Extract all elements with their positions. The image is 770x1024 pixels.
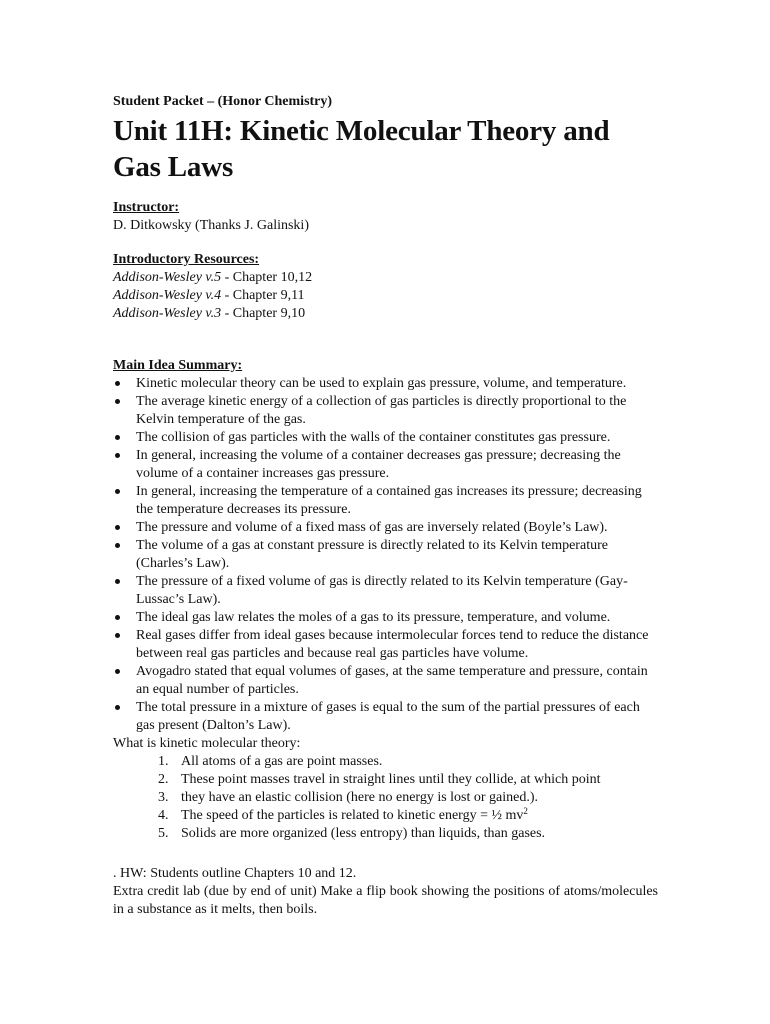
summary-heading: Main Idea Summary: [113,358,243,373]
theory-question: What is kinetic molecular theory: [113,736,301,751]
unit-title: Unit 11H: Kinetic Molecular Theory and Gas Laws [113,115,610,183]
homework-line: . HW: Students outline Chapters 10 and 12. [113,866,357,881]
theory-item-number: 1. [158,754,169,769]
resource-item [113,269,658,287]
summary-bullet: In general, increasing the volume of a container decreases gas pressure; decreasing the volume of a container increases gas pressure. [113,447,658,483]
theory-item [113,789,658,807]
resource-item [113,305,658,323]
superscript-two: 2 [523,806,528,816]
resource-chapters: - Chapter 10,12 [221,270,313,285]
theory-item-text: Solids are more organized (less entropy) than liquids, than gases. [181,826,546,841]
summary-bullet: The total pressure in a mixture of gases is equal to the sum of the partial pressures of each gas present (Dalton’s Law). [113,699,658,735]
theory-list [113,753,658,843]
instructor-name: D. Ditkowsky (Thanks J. Galinski) [113,218,309,233]
theory-item [113,807,658,825]
summary-bullet: The ideal gas law relates the moles of a gas to its pressure, temperature, and volume. [113,609,658,627]
theory-item [113,825,658,843]
theory-item-text: These point masses travel in straight lines until they collide, at which point [181,772,601,787]
theory-item [113,771,658,789]
summary-bullet: The pressure of a fixed volume of gas is directly related to its Kelvin temperature (Gay-Lussac’s Law). [113,573,658,609]
summary-bullet: Avogadro stated that equal volumes of gases, at the same temperature and pressure, contain an equal number of particles. [113,663,658,699]
theory-item-number: 4. [158,808,169,823]
instructor-heading: Instructor: [113,200,180,215]
resources-list [113,269,658,323]
resource-item [113,287,658,305]
summary-bullet: The average kinetic energy of a collection of gas particles is directly proportional to the Kelvin temperature of the gas. [113,393,658,429]
extra-credit-text: Extra credit lab (due by end of unit) Make a flip book showing the positions of atoms/molecules in a substance as it melts, then boils. [113,884,658,917]
summary-bullet: The collision of gas particles with the walls of the container constitutes gas pressure. [113,429,658,447]
theory-item [113,753,658,771]
resource-book: Addison-Wesley v.3 [113,306,222,321]
resource-book: Addison-Wesley v.5 [113,270,222,285]
theory-item-text: All atoms of a gas are point masses. [181,754,383,769]
theory-item-number: 2. [158,772,169,787]
theory-item-number: 3. [158,790,169,805]
theory-item-text: they have an elastic collision (here no energy is lost or gained.). [181,790,539,805]
resource-book: Addison-Wesley v.4 [113,288,222,303]
summary-bullet: The volume of a gas at constant pressure is directly related to its Kelvin temperature (Charles’s Law). [113,537,658,573]
resource-chapters: - Chapter 9,11 [221,288,305,303]
summary-bullet: Real gases differ from ideal gases because intermolecular forces tend to reduce the distance between real gas particles and because real gas particles have volume. [113,627,658,663]
theory-item-text: The speed of the particles is related to kinetic energy = ½ mv [181,808,524,823]
page-content [113,93,658,919]
packet-line: Student Packet – (Honor Chemistry) [113,94,333,109]
resources-heading: Introductory Resources: [113,252,260,267]
summary-bullet: Kinetic molecular theory can be used to explain gas pressure, volume, and temperature. [113,375,658,393]
summary-bullet: The pressure and volume of a fixed mass of gas are inversely related (Boyle’s Law). [113,519,658,537]
resource-chapters: - Chapter 9,10 [221,306,306,321]
summary-bullet: In general, increasing the temperature of a contained gas increases its pressure; decreasing the temperature decreases its pressure. [113,483,658,519]
theory-item-number: 5. [158,826,169,841]
summary-list [113,375,658,735]
